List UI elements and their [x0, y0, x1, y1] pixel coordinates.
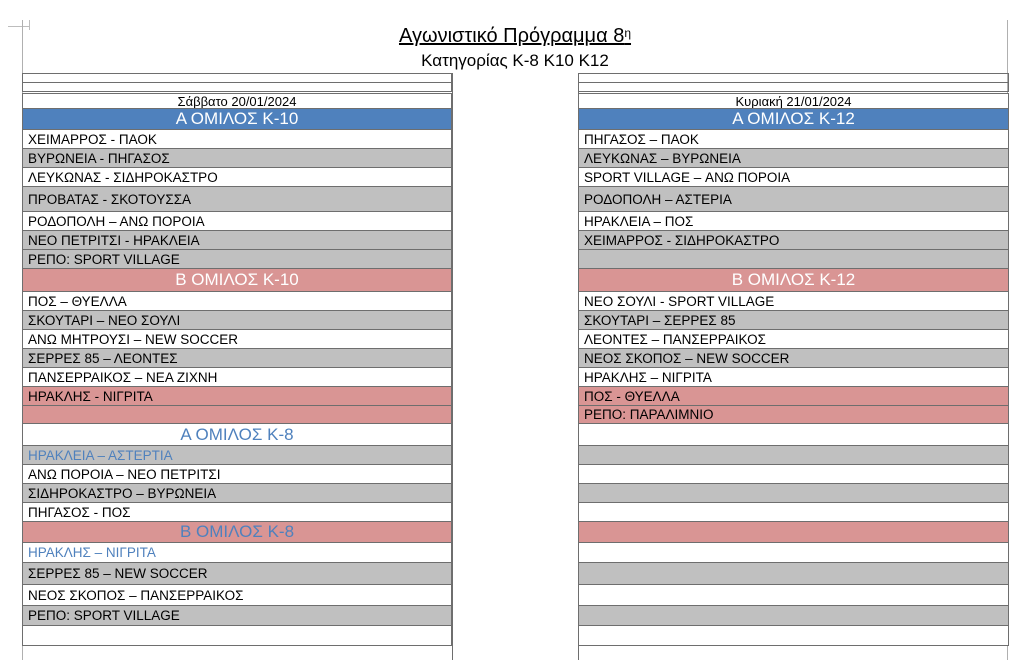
sunday-match-row	[579, 446, 1008, 465]
saturday-match-row: ΑΝΩ ΜΗΤΡΟΥΣΙ – NEW SOCCER	[23, 330, 451, 349]
saturday-match-row: ΣΕΡΡΕΣ 85 – NEW SOCCER	[23, 563, 451, 585]
saturday-match-row: ΒΥΡΩΝΕΙΑ - ΠΗΓΑΣΟΣ	[23, 149, 451, 168]
sunday-match-row	[579, 424, 1008, 446]
sunday-match-row: ΡΕΠΟ: ΠΑΡΑΛΙΜΝΙΟ	[579, 406, 1008, 424]
sunday-match-row	[579, 563, 1008, 585]
saturday-match-row: ΛΕΥΚΩΝΑΣ - ΣΙΔΗΡΟΚΑΣΤΡΟ	[23, 168, 451, 187]
saturday-match-row: ΠΟΣ – ΘΥΕΛΛΑ	[23, 292, 451, 311]
saturday-group-header: Α ΟΜΙΛΟΣ Κ-10	[23, 109, 451, 130]
sunday-match-row: ΝΕΟΣ ΣΚΟΠΟΣ – NEW SOCCER	[579, 349, 1008, 368]
left-top-spacer	[22, 73, 452, 92]
saturday-match-row: ΑΝΩ ΠΟΡΟΙΑ – ΝΕΟ ΠΕΤΡΙΤΣΙ	[23, 465, 451, 484]
saturday-match-row: ΝΕΟΣ ΣΚΟΠΟΣ – ΠΑΝΣΕΡΡΑΙΚΟΣ	[23, 585, 451, 606]
saturday-match-row: ΣΚΟΥΤΑΡΙ – ΝΕΟ ΣΟΥΛΙ	[23, 311, 451, 330]
sunday-match-row: ΗΡΑΚΛΗΣ – ΝΙΓΡΙΤΑ	[579, 368, 1008, 387]
saturday-match-row: ΠΡΟΒΑΤΑΣ - ΣΚΟΤΟΥΣΣΑ	[23, 187, 451, 212]
sunday-match-row	[579, 484, 1008, 503]
sunday-schedule-table	[578, 93, 1009, 646]
document-title-superscript: η	[624, 26, 632, 40]
sunday-match-row	[579, 606, 1008, 626]
saturday-match-row: ΠΗΓΑΣΟΣ - ΠΟΣ	[23, 503, 451, 522]
saturday-match-row: ΡΕΠΟ: SPORT VILLAGE	[23, 250, 451, 269]
saturday-match-row	[23, 626, 451, 646]
saturday-date-header: Σάββατο 20/01/2024	[23, 94, 451, 109]
saturday-match-row: ΗΡΑΚΛΗΣ – ΝΙΓΡΙΤΑ	[23, 543, 451, 563]
saturday-match-row: ΣΕΡΡΕΣ 85 – ΛΕΟΝΤΕΣ	[23, 349, 451, 368]
sunday-match-row	[579, 585, 1008, 606]
sunday-match-row: ΛΕΥΚΩΝΑΣ – ΒΥΡΩΝΕΙΑ	[579, 149, 1008, 168]
saturday-match-row	[23, 406, 451, 424]
sunday-match-row: ΠΟΣ - ΘΥΕΛΛΑ	[579, 387, 1008, 406]
saturday-schedule-table	[22, 93, 452, 646]
saturday-match-row: ΧΕΙΜΑΡΡΟΣ - ΠΑΟΚ	[23, 130, 451, 149]
saturday-match-row: ΡΟΔΟΠΟΛΗ – ΑΝΩ ΠΟΡΟΙΑ	[23, 212, 451, 231]
middle-gap-column	[452, 73, 579, 660]
document-title	[22, 24, 1008, 48]
document-title-text: Αγωνιστικό Πρόγραμμα 8	[398, 25, 625, 47]
sunday-match-row: ΡΟΔΟΠΟΛΗ – ΑΣΤΕΡΙΑ	[579, 187, 1008, 212]
saturday-group-header: Β ΟΜΙΛΟΣ Κ-8	[23, 522, 451, 543]
sunday-match-row	[579, 250, 1008, 269]
sunday-match-row	[579, 465, 1008, 484]
sunday-group-header: Β ΟΜΙΛΟΣ Κ-12	[579, 269, 1008, 292]
saturday-match-row: ΣΙΔΗΡΟΚΑΣΤΡΟ – ΒΥΡΩΝΕΙΑ	[23, 484, 451, 503]
saturday-match-row: ΗΡΑΚΛΕΙΑ – ΑΣΤΕΡΤΙΑ	[23, 446, 451, 465]
sunday-match-row: ΗΡΑΚΛΕΙΑ – ΠΟΣ	[579, 212, 1008, 231]
sunday-match-row: ΧΕΙΜΑΡΡΟΣ - ΣΙΔΗΡΟΚΑΣΤΡΟ	[579, 231, 1008, 250]
sunday-match-row	[579, 626, 1008, 646]
sunday-group-header: Α ΟΜΙΛΟΣ Κ-12	[579, 109, 1008, 130]
saturday-match-row: ΡΕΠΟ: SPORT VILLAGE	[23, 606, 451, 626]
saturday-match-row: ΗΡΑΚΛΗΣ - ΝΙΓΡΙΤΑ	[23, 387, 451, 406]
saturday-group-header: Α ΟΜΙΛΟΣ Κ-8	[23, 424, 451, 446]
sunday-match-row: ΛΕΟΝΤΕΣ – ΠΑΝΣΕΡΡΑΙΚΟΣ	[579, 330, 1008, 349]
sunday-match-row: ΠΗΓΑΣΟΣ – ΠΑΟΚ	[579, 130, 1008, 149]
saturday-group-header: Β ΟΜΙΛΟΣ Κ-10	[23, 269, 451, 292]
sunday-match-row	[579, 543, 1008, 563]
sunday-match-row	[579, 522, 1008, 543]
saturday-match-row: ΝΕΟ ΠΕΤΡΙΤΣΙ - ΗΡΑΚΛΕΙΑ	[23, 231, 451, 250]
sunday-match-row	[579, 503, 1008, 522]
sunday-date-header: Κυριακή 21/01/2024	[579, 94, 1008, 109]
sunday-match-row: SPORT VILLAGE – ΑΝΩ ΠΟΡΟΙΑ	[579, 168, 1008, 187]
sunday-match-row: ΣΚΟΥΤΑΡΙ – ΣΕΡΡΕΣ 85	[579, 311, 1008, 330]
saturday-match-row: ΠΑΝΣΕΡΡΑΙΚΟΣ – ΝΕΑ ΖΙΧΝΗ	[23, 368, 451, 387]
document-subtitle: Κατηγορίας Κ-8 Κ10 Κ12	[421, 51, 609, 70]
sunday-match-row: ΝΕΟ ΣΟΥΛΙ - SPORT VILLAGE	[579, 292, 1008, 311]
right-top-spacer	[578, 73, 1009, 92]
